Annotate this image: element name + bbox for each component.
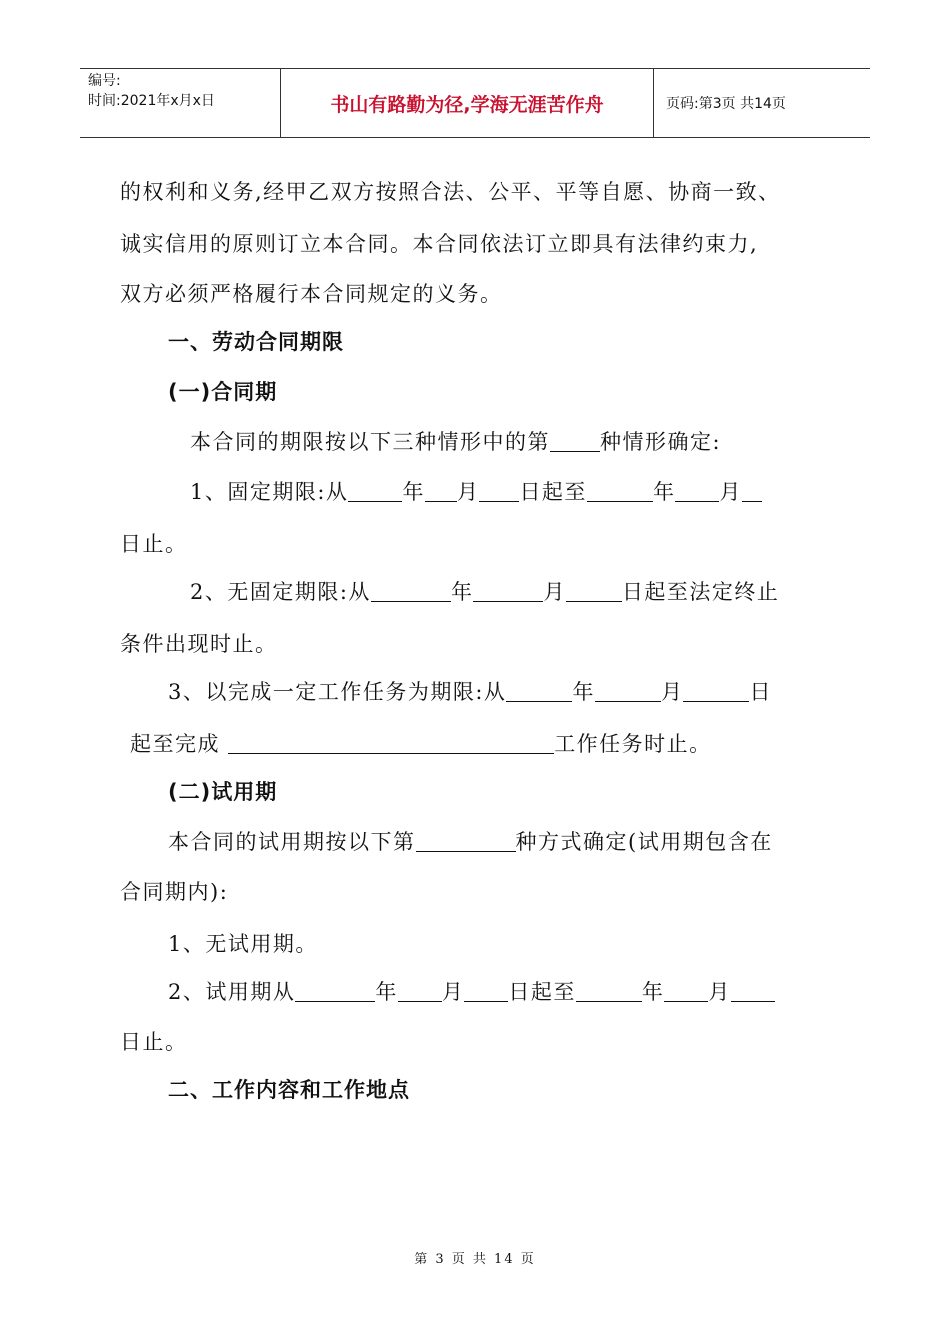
blank-field[interactable] [371,580,451,602]
blank-field[interactable] [295,980,375,1002]
probation-option-none: 1、无试用期。 [168,932,318,956]
paragraph-line: 双方必须严格履行本合同规定的义务。 [120,282,503,306]
blank-field[interactable] [479,480,519,502]
blank-field[interactable] [587,480,653,502]
term-selection-line: 本合同的期限按以下三种情形中的第 种情形确定: [190,430,722,454]
blank-field[interactable] [675,480,719,502]
header-motto: 书山有路勤为径,学海无涯苦作舟 [281,69,654,137]
blank-field[interactable] [398,980,442,1002]
blank-field[interactable] [506,680,572,702]
paragraph-line: 的权利和义务,经甲乙双方按照合法、公平、平等自愿、协商一致、 [120,180,781,204]
blank-field[interactable] [464,980,508,1002]
blank-field[interactable] [566,580,622,602]
subsection-heading: (二)试用期 [168,780,278,804]
number-label: 编号: [88,73,121,89]
option-open-term-end: 条件出现时止。 [120,632,278,656]
blank-field[interactable] [416,830,516,852]
option-task-term: 3、以完成一定工作任务为期限:从 年 月 日 [168,680,772,704]
subsection-heading: (一)合同期 [168,380,278,404]
blank-field[interactable] [664,980,708,1002]
option-fixed-term: 1、固定期限:从 年 月 日起至 年 月 [190,476,762,506]
blank-field[interactable] [228,732,554,754]
blank-field[interactable] [595,680,661,702]
time-label: 时间:2021年x月x日 [88,93,215,109]
option-task-term-end: 起至完成 工作任务时止。 [130,732,712,756]
probation-option-period-end: 日止。 [120,1030,188,1054]
section-heading: 一、劳动合同期限 [168,330,344,354]
probation-option-period: 2、试用期从 年 月 日起至 年 月 [168,976,775,1006]
option-fixed-term-end: 日止。 [120,532,188,556]
paragraph-line: 诚实信用的原则订立本合同。本合同依法订立即具有法律约束力, [120,232,759,256]
probation-selection-end: 合同期内): [120,880,229,904]
blank-field[interactable] [550,430,600,452]
header-meta [80,69,281,137]
blank-field[interactable] [473,580,543,602]
blank-field[interactable] [731,980,775,1002]
blank-field[interactable] [425,480,457,502]
blank-field[interactable] [742,480,762,502]
probation-selection-line: 本合同的试用期按以下第 种方式确定(试用期包含在 [168,830,773,854]
blank-field[interactable] [576,980,642,1002]
blank-field[interactable] [348,480,402,502]
header-page-label: 页码:第3页 共14页 [666,96,786,112]
blank-field[interactable] [683,680,749,702]
page-footer: 第 3 页 共 14 页 [414,1252,536,1267]
option-open-term: 2、无固定期限:从 年 月 日起至法定终止 [190,580,780,604]
page-header [80,68,870,138]
section-heading: 二、工作内容和工作地点 [168,1078,410,1102]
